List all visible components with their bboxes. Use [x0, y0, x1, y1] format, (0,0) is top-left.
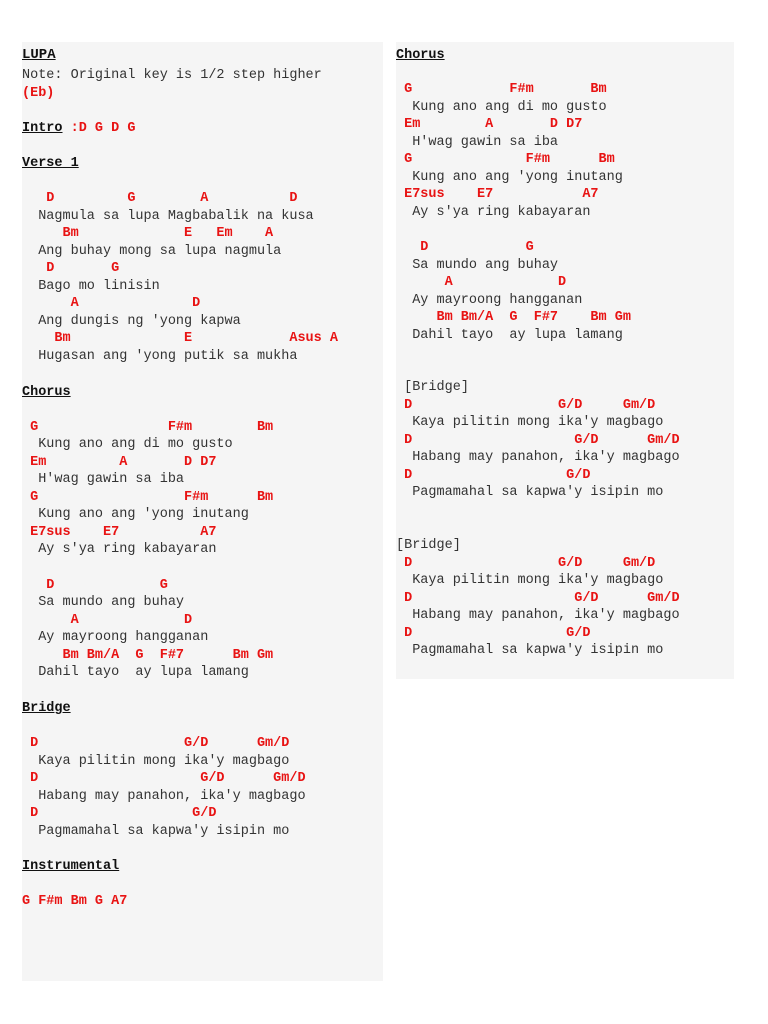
chorus-heading: Chorus: [396, 48, 445, 63]
chord-line: D G: [396, 240, 534, 255]
lyric-line: Dahil tayo ay lupa lamang: [396, 328, 623, 343]
lyric-line: Ay s'ya ring kabayaran: [396, 205, 591, 220]
chord-line: G F#m Bm: [22, 490, 274, 505]
chord-line: D G/D: [396, 468, 591, 483]
chord-line: D G A D: [22, 191, 298, 206]
chord-line: Em A D D7: [396, 117, 583, 132]
lyric-line: Ang buhay mong sa lupa nagmula: [22, 244, 282, 259]
lyric-line: Kung ano ang di mo gusto: [396, 100, 607, 115]
key-note: Note: Original key is 1/2 step higher: [22, 68, 322, 83]
lyric-line: Bago mo linisin: [22, 279, 160, 294]
lyric-line: H'wag gawin sa iba: [22, 472, 185, 487]
lyric-line: Ang dungis ng 'yong kapwa: [22, 314, 241, 329]
chorus-heading: Chorus: [22, 385, 71, 400]
chord-line: D G: [22, 578, 168, 593]
lyric-line: Sa mundo ang buhay: [22, 595, 185, 610]
chord-line: D G: [22, 261, 120, 276]
bridge-heading: Bridge: [22, 701, 71, 716]
lyric-line: Habang may panahon, ika'y magbago: [396, 608, 680, 623]
instrumental-chords: G F#m Bm G A7: [22, 894, 128, 909]
lyric-line: Ay s'ya ring kabayaran: [22, 542, 217, 557]
lyric-line: Nagmula sa lupa Magbabalik na kusa: [22, 209, 314, 224]
lyric-line: Dahil tayo ay lupa lamang: [22, 665, 249, 680]
lyric-line: Ay mayroong hangganan: [396, 293, 583, 308]
key-note-original: (Eb): [22, 86, 55, 101]
lyric-line: Kaya pilitin mong ika'y magbago: [22, 754, 290, 769]
chord-line: A D: [396, 275, 567, 290]
chord-line: Em A D D7: [22, 455, 217, 470]
lyric-line: Ay mayroong hangganan: [22, 630, 209, 645]
verse1-heading: Verse 1: [22, 156, 79, 171]
intro-chords: :D G D G: [70, 121, 136, 136]
bridge-tag: [Bridge]: [396, 538, 461, 553]
chord-line: D G/D Gm/D: [396, 591, 680, 606]
song-column-left: [22, 42, 383, 981]
instrumental-heading: Instrumental: [22, 859, 120, 874]
chord-line: Bm Bm/A G F#7 Bm Gm: [22, 648, 274, 663]
chord-line: D G/D Gm/D: [22, 771, 306, 786]
lyric-line: Pagmamahal sa kapwa'y isipin mo: [396, 485, 664, 500]
lyric-line: Kung ano ang 'yong inutang: [396, 170, 623, 185]
lyric-line: Kaya pilitin mong ika'y magbago: [396, 573, 664, 588]
chord-line: D G/D Gm/D: [396, 433, 680, 448]
chord-line: Bm E Asus A: [22, 331, 338, 346]
chord-line: D G/D Gm/D: [396, 398, 656, 413]
chord-line: E7sus E7 A7: [396, 187, 599, 202]
lyric-line: Kaya pilitin mong ika'y magbago: [396, 415, 664, 430]
lyric-line: Hugasan ang 'yong putik sa mukha: [22, 349, 298, 364]
chord-line: G F#m Bm: [22, 420, 274, 435]
bridge-tag: [396, 379, 469, 396]
lyric-line: Kung ano ang 'yong inutang: [22, 507, 249, 522]
chord-line: Bm Bm/A G F#7 Bm Gm: [396, 310, 631, 325]
chord-line: G F#m Bm: [396, 152, 615, 167]
bridge-tag-text: [Bridge]: [404, 380, 469, 395]
chord-line: A D: [22, 613, 193, 628]
lyric-line: Habang may panahon, ika'y magbago: [396, 450, 680, 465]
chord-line: E7sus E7 A7: [22, 525, 217, 540]
chord-line: D G/D: [22, 806, 217, 821]
chord-line: D G/D: [396, 626, 591, 641]
chord-line: G F#m Bm: [396, 82, 607, 97]
song-title: LUPA: [22, 47, 56, 63]
chord-line: D G/D Gm/D: [396, 556, 656, 571]
lyric-line: H'wag gawin sa iba: [396, 135, 559, 150]
lyric-line: Habang may panahon, ika'y magbago: [22, 789, 306, 804]
lyric-line: Sa mundo ang buhay: [396, 258, 559, 273]
chord-line: Bm E Em A: [22, 226, 274, 241]
lyric-line: Pagmamahal sa kapwa'y isipin mo: [22, 824, 290, 839]
lyric-line: Kung ano ang di mo gusto: [22, 437, 233, 452]
chord-line: A D: [22, 296, 201, 311]
chord-line: D G/D Gm/D: [22, 736, 290, 751]
song-column-right: [396, 42, 734, 679]
lyric-line: Pagmamahal sa kapwa'y isipin mo: [396, 643, 664, 658]
intro-heading: Intro: [22, 121, 63, 136]
intro-line: [22, 120, 135, 137]
